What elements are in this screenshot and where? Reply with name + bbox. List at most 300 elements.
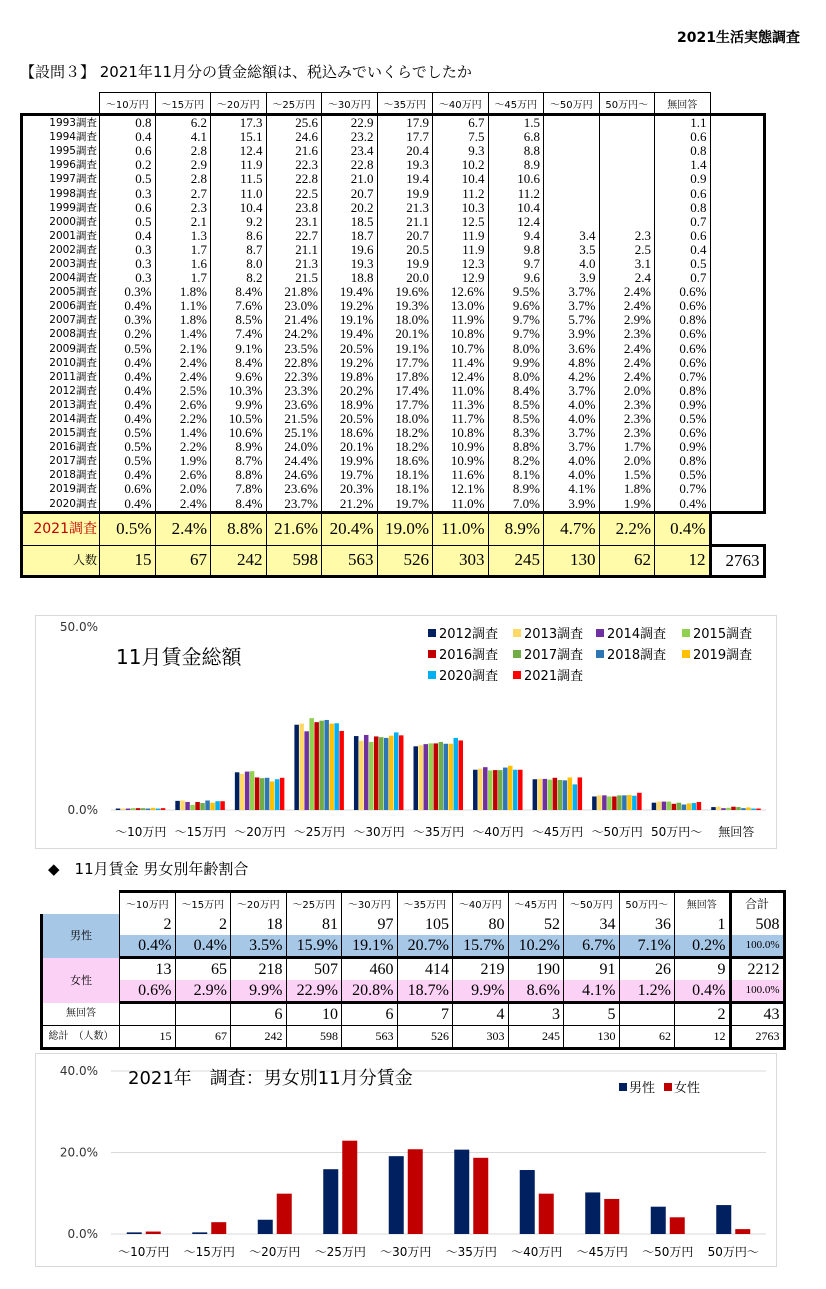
bar <box>354 736 359 810</box>
table-cell: 12.4 <box>488 215 544 229</box>
bar <box>533 779 538 810</box>
y-tick-label: 50.0% <box>59 620 98 634</box>
table-cell: 2.3% <box>599 412 655 426</box>
table-cell: 9.9% <box>488 356 544 370</box>
table-cell: 15 <box>100 545 156 576</box>
table-cell: 24.6 <box>266 130 322 144</box>
table-cell: 0.3 <box>100 243 156 257</box>
bar <box>449 744 454 810</box>
bar <box>146 809 151 810</box>
table-cell: 12.6% <box>433 285 489 299</box>
column-header: ～30万円 <box>322 93 378 115</box>
table-cell: 1.8% <box>155 313 211 327</box>
bar <box>726 808 731 810</box>
bar <box>558 780 563 810</box>
legend-swatch <box>428 671 436 679</box>
table-cell: 8.9% <box>488 512 544 545</box>
table-cell <box>544 201 600 215</box>
table-row <box>22 356 765 370</box>
table-cell: 19.4% <box>322 285 378 299</box>
table-cell: 219 <box>453 958 509 981</box>
table-cell: 21.0 <box>322 172 378 186</box>
table-cell: 0.5 <box>100 172 156 186</box>
table-row <box>22 201 765 215</box>
table-cell: 19.3% <box>377 299 433 313</box>
table-cell: 8.9 <box>488 158 544 172</box>
bar <box>210 803 215 810</box>
row-label: 2017調査 <box>22 454 100 468</box>
table-cell: 2.0% <box>155 482 211 496</box>
row-label: 2012調査 <box>22 384 100 398</box>
bar <box>270 781 275 810</box>
table-cell: 18.6% <box>377 454 433 468</box>
bar <box>200 803 205 810</box>
table-cell: 20.5% <box>322 412 378 426</box>
table-cell: 1.7 <box>155 271 211 285</box>
table-cell <box>599 186 655 200</box>
table-cell: 526 <box>377 545 433 576</box>
document-title: 2021生活実態調査 <box>677 30 800 46</box>
x-tick-label: ～45万円 <box>576 1245 628 1259</box>
legend-swatch <box>428 650 436 658</box>
table-cell: 2.3% <box>599 426 655 440</box>
bar <box>543 779 548 810</box>
bar <box>399 735 404 810</box>
table-cell: 2.4% <box>599 299 655 313</box>
table-cell: 8.8% <box>211 512 267 545</box>
row-label: 1999調査 <box>22 201 100 215</box>
table-row <box>42 980 785 1003</box>
table-cell: 0.2% <box>675 935 731 958</box>
table-cell: 22.9 <box>322 115 378 131</box>
table-cell: 460 <box>342 958 398 981</box>
table-cell: 80 <box>453 914 509 935</box>
column-header: ～40万円 <box>433 93 489 115</box>
table-cell: 18.8 <box>322 271 378 285</box>
table-cell <box>599 215 655 229</box>
table-cell: 23.6% <box>266 398 322 412</box>
table-cell: 22.5 <box>266 186 322 200</box>
table-cell: 10.8% <box>433 426 489 440</box>
bar <box>126 809 131 810</box>
bar <box>617 795 622 810</box>
table-cell: 18.2% <box>377 426 433 440</box>
table-cell: 12.5 <box>433 215 489 229</box>
x-tick-label: ～10万円 <box>118 1245 170 1259</box>
bar <box>632 796 637 810</box>
table-cell: 11.0% <box>433 497 489 513</box>
table-cell: 19.0% <box>377 512 433 545</box>
table-cell: 7.6% <box>211 299 267 313</box>
table-row <box>22 327 765 341</box>
bar <box>682 805 687 810</box>
table-cell: 0.2 <box>100 158 156 172</box>
table-cell: 6.8 <box>488 130 544 144</box>
table-cell <box>599 201 655 215</box>
gender-table <box>40 890 786 1050</box>
table-cell: 10.9% <box>433 440 489 454</box>
legend-label: 女性 <box>674 1081 701 1096</box>
legend-label: 2015調査 <box>693 627 753 642</box>
table-row <box>42 958 785 981</box>
table-cell: 2.8 <box>155 144 211 158</box>
table-cell: 2.6% <box>155 398 211 412</box>
bar <box>260 778 265 810</box>
table-cell: 5.7% <box>544 313 600 327</box>
table-cell: 0.6 <box>655 186 711 200</box>
bar <box>419 745 424 810</box>
table-cell: 23.0% <box>266 299 322 313</box>
table-cell: 52 <box>508 914 564 935</box>
bar <box>553 778 558 810</box>
y-tick-label: 20.0% <box>59 1145 98 1160</box>
legend-label: 2019調査 <box>693 648 753 663</box>
table-cell: 10.6% <box>211 426 267 440</box>
table-cell: 4.0% <box>544 398 600 412</box>
table-cell: 3.5 <box>544 243 600 257</box>
table-cell: 0.9 <box>655 172 711 186</box>
table-cell: 18.0% <box>377 412 433 426</box>
table-cell: 1.4% <box>155 426 211 440</box>
bar <box>607 796 612 810</box>
table-cell: 12.4 <box>211 144 267 158</box>
bar <box>735 1229 750 1234</box>
table-cell: 4.8% <box>544 356 600 370</box>
column-header: ～25万円 <box>266 93 322 115</box>
table-cell: 2.0% <box>599 384 655 398</box>
table-cell: 0.3% <box>100 313 156 327</box>
table-cell: 3.4 <box>544 229 600 243</box>
table-cell: 17.7% <box>377 398 433 412</box>
row-label: 2013調査 <box>22 398 100 412</box>
table-cell: 3.7% <box>544 384 600 398</box>
table-cell: 245 <box>508 1026 564 1049</box>
chart-title: 2021年 調査：男女別11月分賃金 <box>128 1068 413 1089</box>
table-cell: 0.4% <box>175 935 231 958</box>
table-row <box>22 482 765 496</box>
table-cell: 0.6% <box>655 342 711 356</box>
table-cell: 18.9% <box>322 398 378 412</box>
table-cell: 0.7 <box>655 271 711 285</box>
row-label: 1997調査 <box>22 172 100 186</box>
table-cell: 1.3 <box>155 229 211 243</box>
table-cell: 21.1 <box>377 215 433 229</box>
table-cell: 9.2 <box>211 215 267 229</box>
table-cell: 21.3 <box>377 201 433 215</box>
bar <box>185 802 190 810</box>
table-cell: 3.7% <box>544 426 600 440</box>
table-cell: 1.9% <box>155 454 211 468</box>
column-header: ～15万円 <box>175 892 231 915</box>
table-cell <box>544 215 600 229</box>
bar <box>180 800 185 810</box>
row-total: 2212 <box>730 958 784 981</box>
bar <box>518 770 523 810</box>
table-row <box>22 257 765 271</box>
legend-label: 2020調査 <box>439 669 499 684</box>
column-header: 無回答 <box>675 892 731 915</box>
legend-swatch <box>513 671 521 679</box>
table-cell: 20.4% <box>322 512 378 545</box>
table-cell: 91 <box>564 958 620 981</box>
table-row <box>42 1026 785 1049</box>
table-row <box>22 398 765 412</box>
bar <box>294 725 299 810</box>
table-cell: 17.3 <box>211 115 267 131</box>
x-tick-label: 50万円～ <box>707 1245 759 1259</box>
table-cell: 8.8% <box>488 440 544 454</box>
column-header: ～10万円 <box>120 892 176 915</box>
table-row <box>22 229 765 243</box>
table-cell: 218 <box>231 958 287 981</box>
table-cell: 17.4% <box>377 384 433 398</box>
table-row <box>42 1003 785 1026</box>
table-cell: 13.0% <box>433 299 489 313</box>
table-cell: 62 <box>599 545 655 576</box>
history-table <box>20 92 766 578</box>
table-cell: 11.9 <box>433 243 489 257</box>
table-cell: 18.1% <box>377 468 433 482</box>
table-cell: 9.4 <box>488 229 544 243</box>
bar <box>190 805 195 810</box>
table-cell: 0.4 <box>100 229 156 243</box>
table-cell: 23.2 <box>322 130 378 144</box>
table-cell: 19.9 <box>377 186 433 200</box>
bar <box>711 807 716 810</box>
x-tick-label: ～50万円 <box>591 825 643 839</box>
table-cell: 19.7% <box>377 497 433 513</box>
table-cell: 1.7% <box>599 440 655 454</box>
table-cell: 15.7% <box>453 935 509 958</box>
bar <box>275 779 280 810</box>
table-cell <box>599 115 655 131</box>
table-cell: 303 <box>453 1026 509 1049</box>
table-cell: 1.5% <box>599 468 655 482</box>
table-cell: 9.9% <box>211 398 267 412</box>
table-cell: 0.4% <box>100 468 156 482</box>
table-cell: 3.7% <box>544 285 600 299</box>
table-cell: 9.6 <box>488 271 544 285</box>
table-cell: 0.6% <box>655 285 711 299</box>
table-cell: 0.2% <box>100 327 156 341</box>
table-cell: 303 <box>433 545 489 576</box>
table-cell: 22.8% <box>266 356 322 370</box>
table-cell: 26 <box>619 958 675 981</box>
row-label: 総計 （人数） <box>42 1026 120 1049</box>
table-cell: 2.4 <box>599 271 655 285</box>
table-cell: 0.4% <box>675 980 731 1003</box>
table-cell: 0.4% <box>100 497 156 513</box>
table-cell: 0.3 <box>100 186 156 200</box>
table-cell: 8.0% <box>488 370 544 384</box>
table-cell: 0.4% <box>100 398 156 412</box>
bar <box>604 1199 619 1234</box>
table-cell: 19.1% <box>322 313 378 327</box>
legend-swatch <box>513 629 521 637</box>
table-cell: 4.1 <box>155 130 211 144</box>
x-tick-label: ～30万円 <box>380 1245 432 1259</box>
bar <box>670 1217 685 1234</box>
x-tick-label: ～30万円 <box>353 825 405 839</box>
table-cell: 9.1% <box>211 342 267 356</box>
table-cell: 563 <box>322 545 378 576</box>
table-cell: 21.8% <box>266 285 322 299</box>
bar <box>662 802 667 810</box>
table-cell: 12.9 <box>433 271 489 285</box>
table-cell: 242 <box>211 545 267 576</box>
table-cell: 8.6% <box>508 980 564 1003</box>
x-tick-label: ～45万円 <box>531 825 584 839</box>
table-cell: 1.1% <box>155 299 211 313</box>
table-cell: 0.5 <box>655 257 711 271</box>
x-tick-label: ～25万円 <box>293 825 346 839</box>
table-cell: 0.6% <box>655 426 711 440</box>
bar <box>454 738 459 810</box>
table-cell: 9.3 <box>433 144 489 158</box>
table-cell: 19.6 <box>322 243 378 257</box>
bar <box>146 1232 161 1234</box>
table-cell: 10.5% <box>211 412 267 426</box>
x-tick-label: 無回答 <box>718 825 755 839</box>
table-cell: 9.6% <box>488 299 544 313</box>
table-cell: 2.9 <box>155 158 211 172</box>
table-cell <box>120 1003 176 1026</box>
table-cell: 2.4% <box>155 356 211 370</box>
table-cell: 12.1% <box>433 482 489 496</box>
table-cell: 18.7 <box>322 229 378 243</box>
bar <box>304 731 309 810</box>
bar <box>195 802 200 810</box>
table-cell: 0.6% <box>655 356 711 370</box>
table-cell: 0.8% <box>655 384 711 398</box>
gender-chart-svg <box>36 1054 776 1266</box>
bar <box>205 800 210 810</box>
table-cell: 3.7% <box>544 299 600 313</box>
legend-label: 2017調査 <box>524 648 584 663</box>
table-cell: 8.2 <box>211 271 267 285</box>
table-cell: 7.5 <box>433 130 489 144</box>
table-cell: 20.1% <box>377 327 433 341</box>
bar <box>280 778 285 810</box>
table-cell: 10.9% <box>433 454 489 468</box>
table-cell: 0.5% <box>100 440 156 454</box>
table-cell: 18.2% <box>377 440 433 454</box>
table-cell: 10.8% <box>433 327 489 341</box>
table-cell: 9.7% <box>488 327 544 341</box>
bar <box>508 766 512 810</box>
table-cell: 81 <box>286 914 342 935</box>
table-cell: 2.2% <box>599 512 655 545</box>
bar <box>563 780 568 810</box>
bar <box>329 724 334 810</box>
table-cell: 20.5 <box>377 243 433 257</box>
table-row <box>22 130 765 144</box>
table-cell: 19.4 <box>377 172 433 186</box>
table-cell: 11.0% <box>433 512 489 545</box>
table-cell: 0.6 <box>655 130 711 144</box>
table-cell: 190 <box>508 958 564 981</box>
table-cell: 11.2 <box>488 186 544 200</box>
bar <box>548 780 553 810</box>
table-cell: 12 <box>675 1026 731 1049</box>
table-cell: 12 <box>655 545 711 576</box>
row-label: 2007調査 <box>22 313 100 327</box>
table-cell: 9.6% <box>211 370 267 384</box>
bar <box>364 735 369 810</box>
table-cell: 22.9% <box>286 980 342 1003</box>
table-row <box>22 497 765 513</box>
table-cell: 10 <box>286 1003 342 1026</box>
row-label: 2003調査 <box>22 257 100 271</box>
bar <box>127 1232 142 1234</box>
table-cell: 23.5% <box>266 342 322 356</box>
table-row <box>22 243 765 257</box>
table-cell: 19.8% <box>322 370 378 384</box>
table-cell: 2.7 <box>155 186 211 200</box>
table-cell: 4.1% <box>544 482 600 496</box>
table-cell: 8.7% <box>211 454 267 468</box>
column-header: ～45万円 <box>508 892 564 915</box>
table-cell: 12.3 <box>433 257 489 271</box>
table-row <box>22 186 765 200</box>
table-cell: 0.7% <box>655 482 711 496</box>
table-cell: 17.7% <box>377 356 433 370</box>
row-label: 2016調査 <box>22 440 100 454</box>
bar <box>131 808 136 810</box>
table-cell: 130 <box>544 545 600 576</box>
table-cell: 507 <box>286 958 342 981</box>
row-label: 2002調査 <box>22 243 100 257</box>
table-cell: 7 <box>397 1003 453 1026</box>
bar <box>389 736 394 810</box>
table-cell: 67 <box>155 545 211 576</box>
table-cell: 0.7% <box>655 370 711 384</box>
table-cell: 25.1% <box>266 426 322 440</box>
bar <box>488 770 493 810</box>
column-header: ～50万円 <box>544 93 600 115</box>
table-cell: 23.3% <box>266 384 322 398</box>
table-cell: 12.4% <box>433 370 489 384</box>
row-label: 2000調査 <box>22 215 100 229</box>
bar <box>121 809 126 810</box>
table-cell: 2.9% <box>599 313 655 327</box>
column-header: ～20万円 <box>231 892 287 915</box>
table-cell: 1.1 <box>655 115 711 131</box>
column-header: ～40万円 <box>453 892 509 915</box>
table-cell: 0.5 <box>100 215 156 229</box>
legend-label: 2018調査 <box>607 648 667 663</box>
table-cell: 3.6% <box>544 342 600 356</box>
x-tick-label: ～20万円 <box>249 1245 301 1259</box>
column-header: ～15万円 <box>155 93 211 115</box>
table-cell: 11.9 <box>433 229 489 243</box>
table-cell: 2 <box>120 914 176 935</box>
table-row <box>42 935 785 958</box>
table-cell: 3.9% <box>544 327 600 341</box>
x-tick-label: ～40万円 <box>472 825 524 839</box>
table-cell: 0.9% <box>655 398 711 412</box>
table-cell: 0.6% <box>655 299 711 313</box>
table-cell: 0.8 <box>655 201 711 215</box>
table-cell: 0.4% <box>100 356 156 370</box>
table-cell: 4 <box>453 1003 509 1026</box>
table-cell: 1.8% <box>599 482 655 496</box>
bar <box>324 720 329 810</box>
table-cell: 8.6 <box>211 229 267 243</box>
bar <box>389 1156 404 1234</box>
table-cell: 0.4% <box>100 384 156 398</box>
bar <box>622 795 627 810</box>
